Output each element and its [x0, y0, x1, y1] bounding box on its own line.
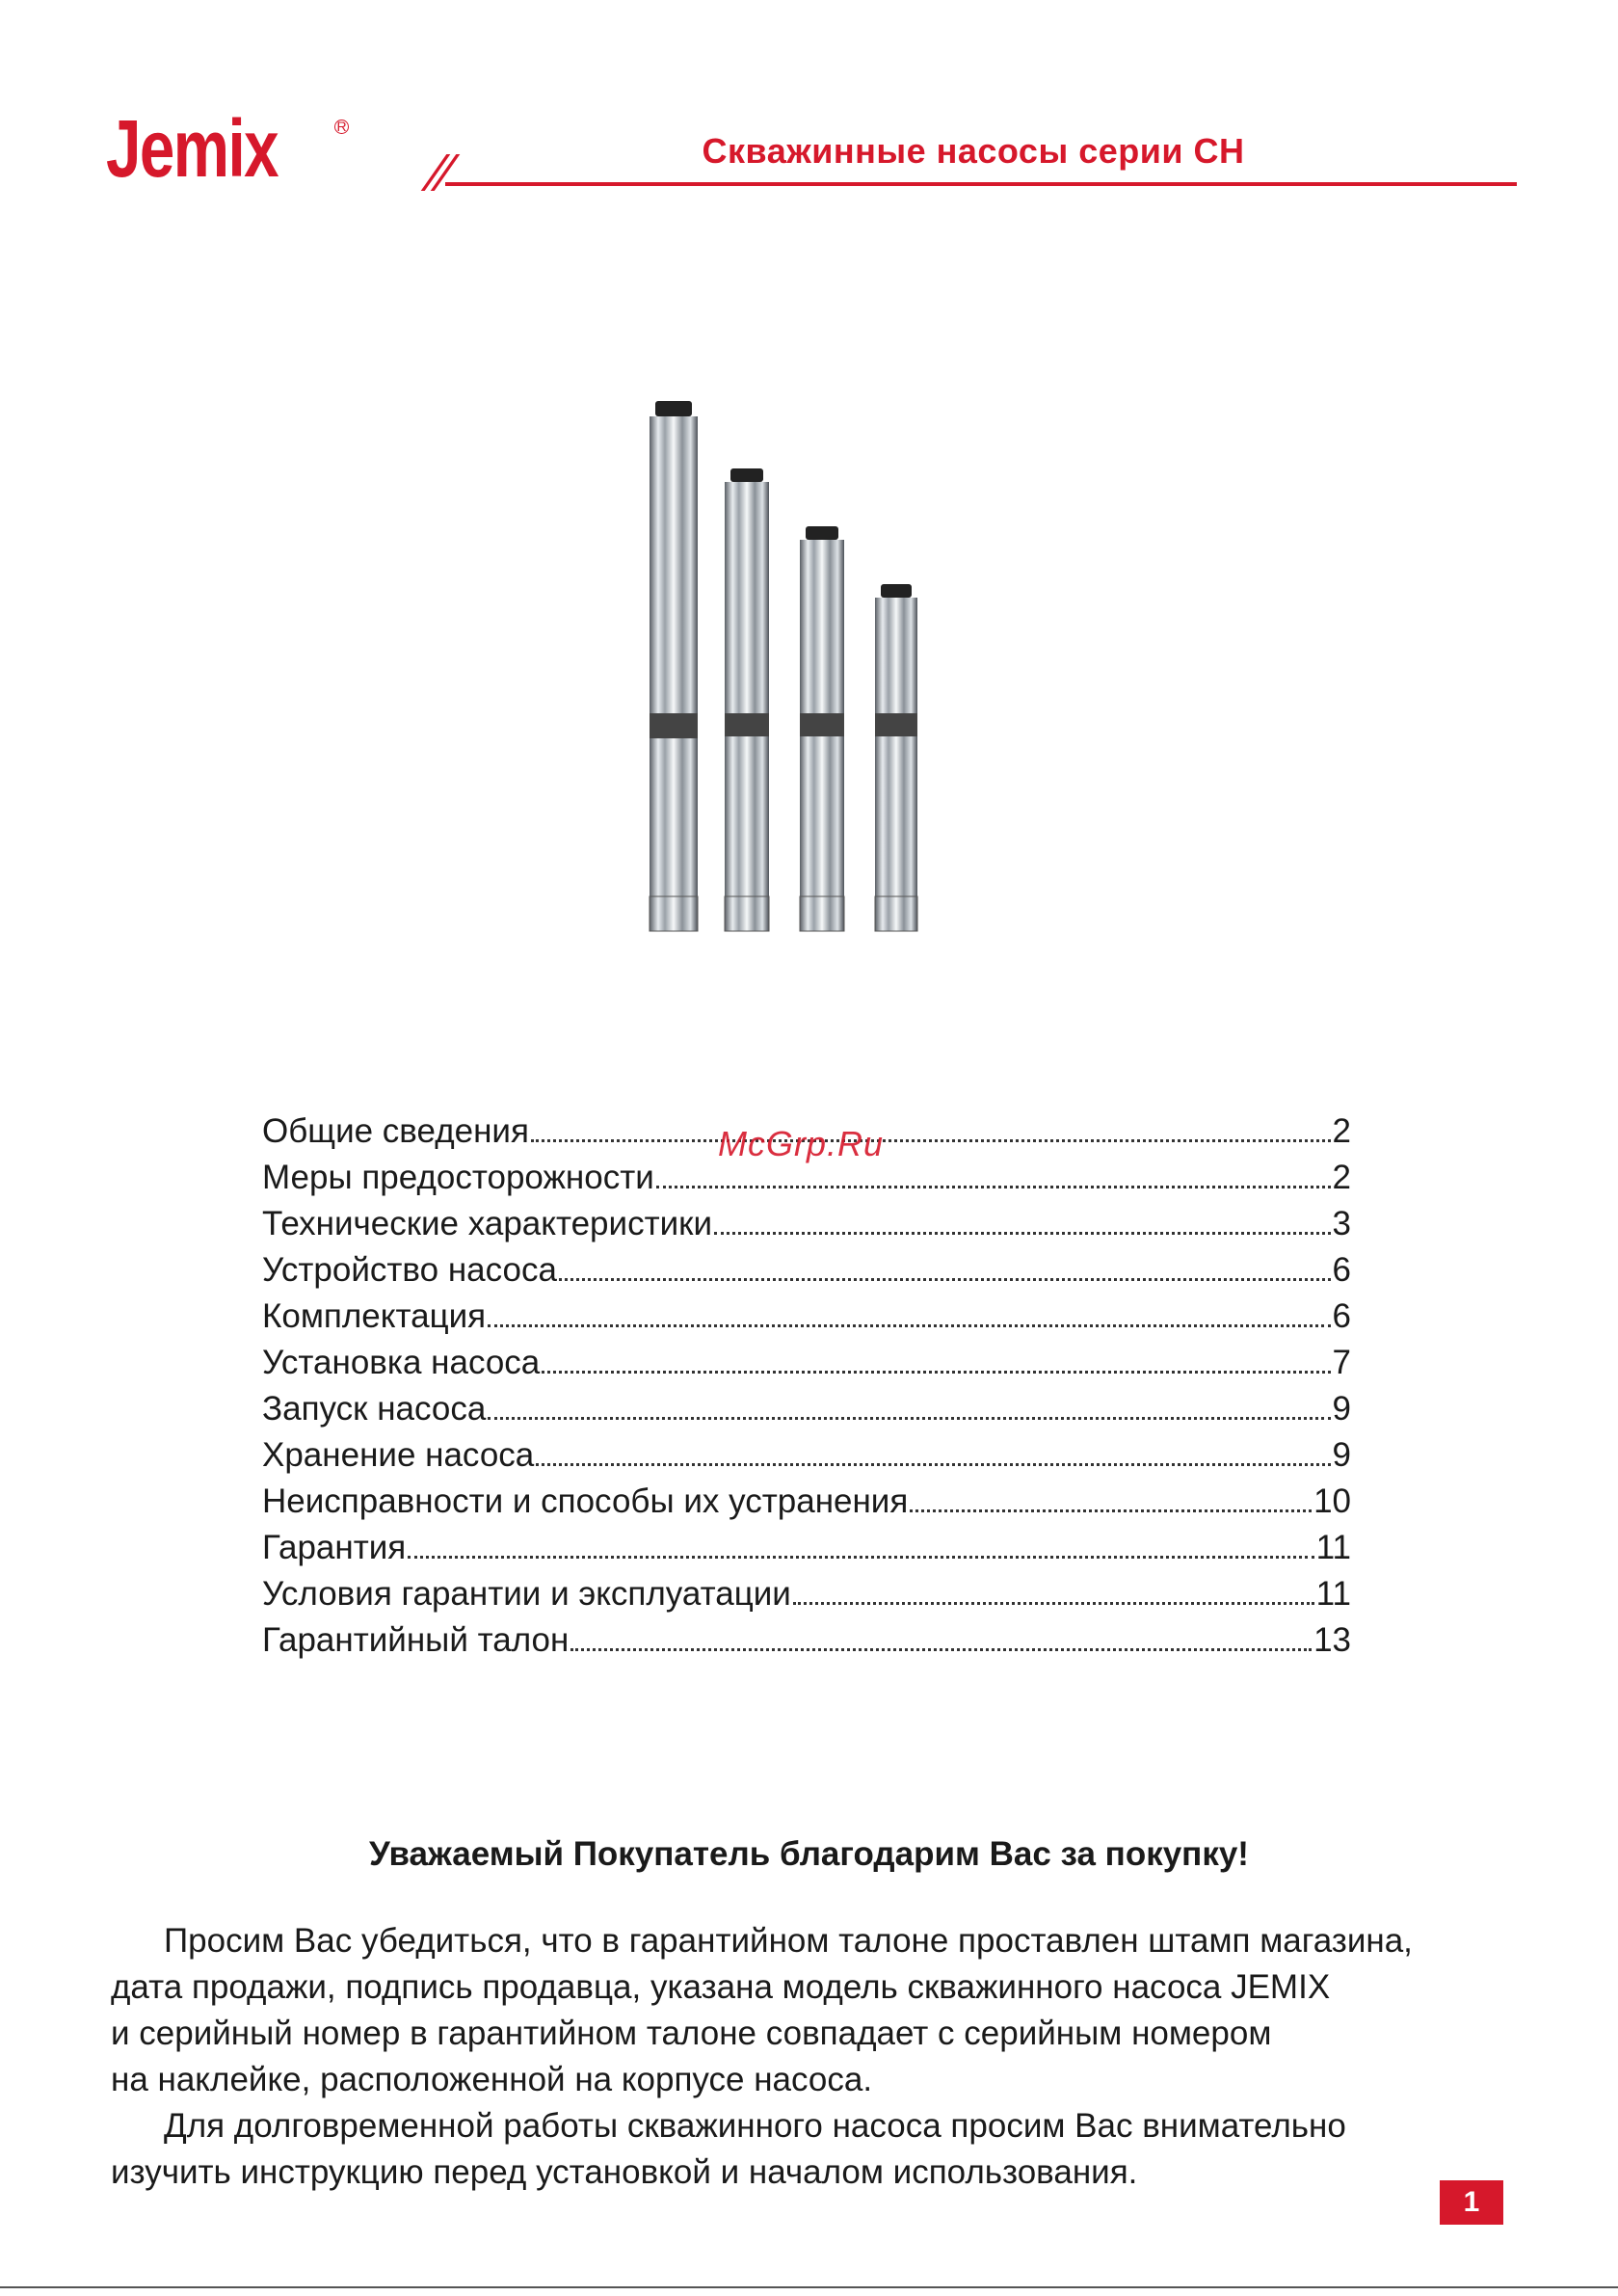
watermark: McGrp.Ru: [718, 1124, 885, 1163]
toc-item-safety[interactable]: Меры предосторожности 2: [262, 1159, 1351, 1196]
paragraph-2: Для долговременной работы скважинного насоса просим Вас внимательно изучить инструкцию перед установкой и началом использования.: [111, 2107, 1346, 2191]
pump-illustration: [636, 395, 964, 945]
toc-item-installation[interactable]: Установка насоса 7: [262, 1344, 1351, 1381]
header-rule: [445, 182, 1517, 186]
bottom-rule: [0, 2286, 1618, 2288]
document-title: Скважинные насосы серии СН: [702, 131, 1245, 171]
paragraph-1: Просим Вас убедиться, что в гарантийном талоне проставлен штамп магазина, дата продажи, подпись продавца, указана модель скважинного насоса JEMIX и серийный номер в гарантийном талоне совпадает с серийным номером на наклейке, расположенной на корпусе насоса.: [111, 1922, 1413, 2098]
toc-item-startup[interactable]: Запуск насоса 9: [262, 1390, 1351, 1428]
pump-2: [725, 468, 769, 931]
toc-item-warranty[interactable]: Гарантия 11: [262, 1529, 1351, 1566]
pump-3: [800, 526, 844, 931]
toc-item-design[interactable]: Устройство насоса 6: [262, 1251, 1351, 1289]
toc-item-warranty-terms[interactable]: Условия гарантии и эксплуатации 11: [262, 1575, 1351, 1613]
toc-item-specs[interactable]: Технические характеристики 3: [262, 1205, 1351, 1242]
toc-item-troubleshooting[interactable]: Неисправности и способы их устранения 10: [262, 1482, 1351, 1520]
toc-item-warranty-card[interactable]: Гарантийный талон 13: [262, 1621, 1351, 1659]
pump-4: [875, 584, 917, 931]
thanks-heading: Уважаемый Покупатель благодарим Вас за покупку!: [369, 1835, 1249, 1873]
toc-item-package[interactable]: Комплектация 6: [262, 1297, 1351, 1335]
toc-item-general-info[interactable]: Общие сведения 2: [262, 1112, 1351, 1150]
pump-1: [650, 401, 698, 931]
toc-item-storage[interactable]: Хранение насоса 9: [262, 1436, 1351, 1474]
page-number: 1: [1440, 2180, 1503, 2225]
registered-mark: R: [334, 120, 349, 134]
table-of-contents: [262, 1108, 1351, 1664]
brand-logo: Jemix: [106, 103, 278, 194]
intro-text: [111, 1918, 1508, 2196]
